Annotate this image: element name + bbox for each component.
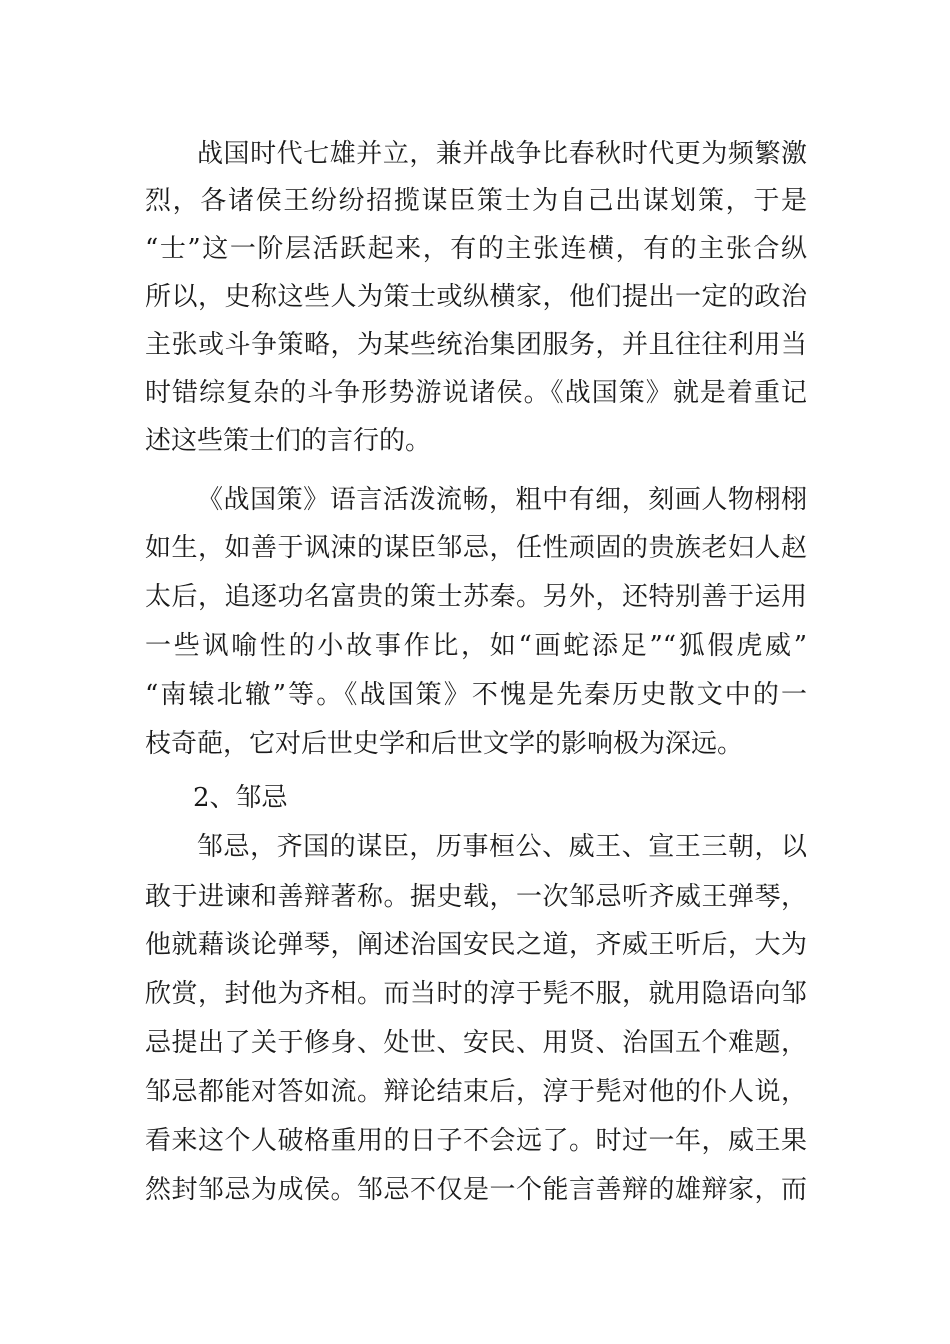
paragraph-2-line-1: 《战国策》语言活泼流畅，粗中有细，刻画人物栩栩 xyxy=(197,485,807,515)
paragraph-2-line-6: 枝奇葩，它对后世史学和后世文学的影响极为深远。 xyxy=(145,729,744,759)
paragraph-1-line-2: 烈，各诸侯王纷纷招揽谋臣策士为自己出谋划策，于是 xyxy=(145,186,807,216)
paragraph-3-line-4: 欣赏，封他为齐相。而当时的淳于髡不服，就用隐语向邹 xyxy=(145,979,807,1009)
paragraph-3-line-8: 然封邹忌为成侯。邹忌不仅是一个能言善辩的雄辩家，而 xyxy=(145,1175,807,1205)
paragraph-1-line-3: “士”这一阶层活跃起来，有的主张连横，有的主张合纵 xyxy=(145,234,807,264)
paragraph-2-line-5: “南辕北辙”等。《战国策》不愧是先秦历史散文中的一 xyxy=(145,680,807,710)
paragraph-1-line-7: 述这些策士们的言行的。 xyxy=(145,426,432,456)
paragraph-3-line-6: 邹忌都能对答如流。辩论结束后，淳于髡对他的仆人说， xyxy=(145,1077,807,1107)
paragraph-2-line-4: 一些讽喻性的小故事作比，如“画蛇添足”“狐假虎威” xyxy=(145,631,807,661)
paragraph-1-line-4: 所以，史称这些人为策士或纵横家，他们提出一定的政治 xyxy=(145,282,807,312)
paragraph-3-line-2: 敢于进谏和善辩著称。据史载，一次邹忌听齐威王弹琴， xyxy=(145,882,807,912)
paragraph-2-line-2: 如生，如善于讽涑的谋臣邹忌，任性顽固的贵族老妇人赵 xyxy=(145,533,807,563)
paragraph-3-line-1: 邹忌，齐国的谋臣，历事桓公、威王、宣王三朝，以 xyxy=(197,832,807,862)
paragraph-3-line-5: 忌提出了关于修身、处世、安民、用贤、治国五个难题， xyxy=(145,1028,807,1058)
paragraph-1-line-5: 主张或斗争策略，为某些统治集团服务，并且往往利用当 xyxy=(145,330,807,360)
paragraph-3-line-7: 看来这个人破格重用的日子不会远了。时过一年，威王果 xyxy=(145,1126,807,1156)
paragraph-2-line-3: 太后，追逐功名富贵的策士苏秦。另外，还特别善于运用 xyxy=(145,582,807,612)
paragraph-3-line-3: 他就藉谈论弹琴，阐述治国安民之道，齐威王听后，大为 xyxy=(145,930,807,960)
paragraph-1-line-6: 时错综复杂的斗争形势游说诸侯。《战国策》就是着重记 xyxy=(145,378,807,408)
paragraph-1-line-1: 战国时代七雄并立，兼并战争比春秋时代更为频繁激 xyxy=(197,139,807,169)
section-heading: 2、邹忌 xyxy=(193,783,288,813)
